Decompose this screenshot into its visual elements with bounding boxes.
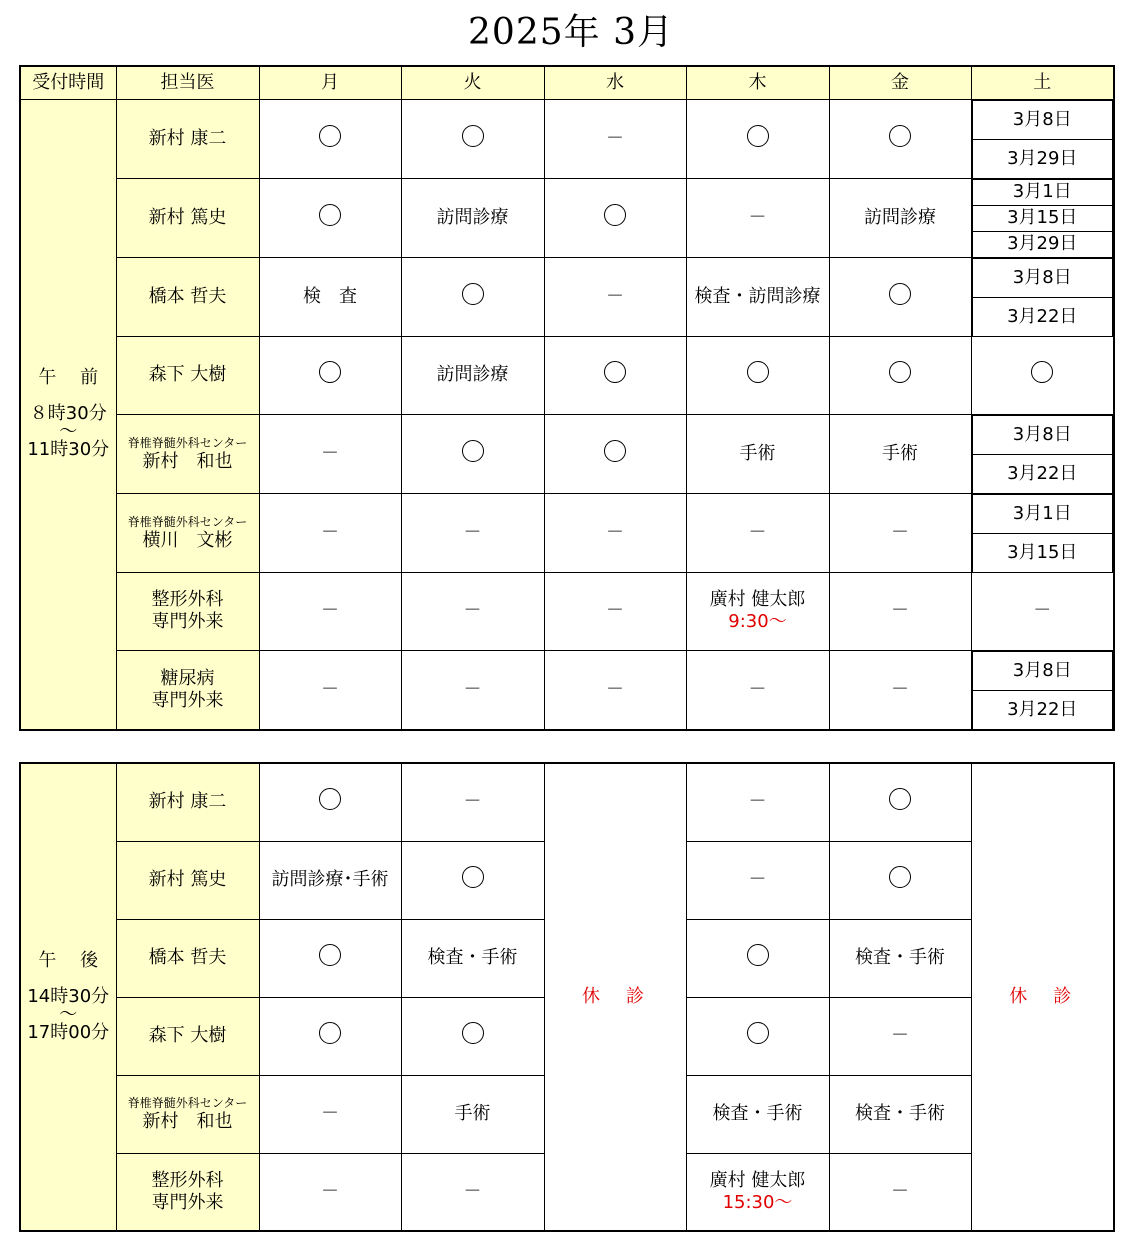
schedule-cell bbox=[829, 414, 971, 493]
unavailable-dash: － bbox=[891, 1180, 909, 1202]
schedule-text: 訪問診療 bbox=[864, 206, 936, 228]
available-circle-icon bbox=[604, 440, 626, 462]
doctor-name: 新村 篤史 bbox=[116, 178, 259, 257]
doctor-name: 横川 文彬 bbox=[142, 529, 233, 551]
saturday-dates bbox=[971, 178, 1114, 257]
doctor-cell bbox=[116, 493, 259, 572]
available-circle-icon bbox=[319, 1022, 341, 1044]
doctor-name: 新村 康二 bbox=[116, 99, 259, 178]
schedule-cell bbox=[686, 650, 829, 730]
schedule-cell bbox=[259, 493, 401, 572]
header-row bbox=[20, 66, 1114, 99]
doctor-name: 新村 和也 bbox=[142, 1111, 233, 1132]
unavailable-dash: － bbox=[748, 791, 767, 813]
header-fri: 金 bbox=[829, 66, 971, 99]
schedule-cell bbox=[401, 493, 544, 572]
unavailable-dash: － bbox=[606, 127, 624, 149]
schedule-cell bbox=[829, 572, 971, 650]
unavailable-dash: － bbox=[748, 869, 767, 890]
unavailable-dash: － bbox=[321, 1180, 339, 1202]
available-circle-icon bbox=[462, 283, 484, 305]
schedule-cell bbox=[259, 336, 401, 414]
schedule-cell bbox=[829, 1153, 971, 1231]
available-circle-icon bbox=[319, 361, 341, 383]
afternoon-reception-cell bbox=[20, 763, 116, 1231]
schedule-cell bbox=[401, 841, 544, 919]
afternoon-schedule-table bbox=[19, 762, 1115, 1232]
header-tue: 火 bbox=[401, 66, 544, 99]
schedule-cell bbox=[259, 572, 401, 650]
unavailable-dash: － bbox=[321, 442, 339, 464]
unavailable-dash: － bbox=[463, 791, 482, 813]
schedule-cell bbox=[259, 99, 401, 178]
doctor-cell bbox=[116, 650, 259, 730]
unavailable-dash: － bbox=[463, 521, 482, 543]
available-circle-icon bbox=[889, 866, 911, 888]
schedule-text: 検査・手術 bbox=[855, 947, 945, 968]
page-title: 2025年 3月 bbox=[468, 12, 674, 53]
unavailable-dash: － bbox=[748, 678, 767, 700]
clinic-name-line2: 専門外来 bbox=[151, 1191, 224, 1213]
schedule-text: 検査・手術 bbox=[855, 1103, 945, 1124]
table-row bbox=[20, 650, 1114, 730]
schedule-cell bbox=[686, 1075, 829, 1153]
schedule-cell bbox=[259, 1153, 401, 1231]
schedule-text: 手術 bbox=[882, 442, 918, 464]
department-label: 脊椎脊髄外科センター bbox=[127, 1096, 248, 1110]
unavailable-dash: － bbox=[606, 285, 624, 307]
guest-doctor-name: 廣村 健太郎 bbox=[709, 1169, 806, 1191]
schedule-cell bbox=[401, 1075, 544, 1153]
saturday-dates bbox=[971, 414, 1114, 493]
schedule-cell bbox=[401, 572, 544, 650]
saturday-date: 3月22日 bbox=[972, 690, 1113, 729]
saturday-date: 3月8日 bbox=[972, 100, 1113, 139]
available-circle-icon bbox=[462, 125, 484, 147]
header-sat: 土 bbox=[971, 66, 1114, 99]
doctor-cell bbox=[116, 1153, 259, 1231]
morning-label: 午 前 bbox=[38, 367, 99, 388]
morning-time-start: ８時30分 bbox=[29, 403, 107, 424]
header-reception: 受付時間 bbox=[20, 66, 116, 99]
schedule-cell bbox=[686, 178, 829, 257]
unavailable-dash: － bbox=[463, 1180, 482, 1202]
schedule-cell bbox=[829, 99, 971, 178]
doctor-cell bbox=[116, 1075, 259, 1153]
unavailable-dash: － bbox=[321, 600, 339, 621]
schedule-cell bbox=[259, 763, 401, 841]
schedule-cell bbox=[686, 841, 829, 919]
clinic-name-line1: 糖尿病 bbox=[160, 667, 215, 689]
available-circle-icon bbox=[747, 1022, 769, 1044]
saturday-date: 3月22日 bbox=[972, 297, 1113, 336]
table-row bbox=[20, 572, 1114, 650]
saturday-date: 3月8日 bbox=[972, 651, 1113, 690]
clinic-name-line2: 専門外来 bbox=[151, 689, 224, 711]
schedule-cell bbox=[544, 336, 686, 414]
schedule-text: 検査・手術 bbox=[427, 947, 518, 968]
doctor-cell bbox=[116, 572, 259, 650]
schedule-text: 手術 bbox=[739, 442, 776, 464]
available-circle-icon bbox=[319, 788, 341, 810]
schedule-cell bbox=[686, 493, 829, 572]
saturday-dates bbox=[971, 493, 1114, 572]
schedule-cell bbox=[686, 997, 829, 1075]
doctor-name: 新村 篤史 bbox=[116, 841, 259, 919]
morning-tilde: ～ bbox=[59, 421, 78, 442]
header-doctor: 担当医 bbox=[116, 66, 259, 99]
schedule-text: 手術 bbox=[454, 1103, 491, 1124]
available-circle-icon bbox=[319, 204, 341, 226]
doctor-name: 森下 大樹 bbox=[116, 997, 259, 1075]
unavailable-dash: － bbox=[748, 521, 767, 543]
schedule-cell bbox=[686, 99, 829, 178]
schedule-cell bbox=[544, 178, 686, 257]
clinic-name-line1: 整形外科 bbox=[151, 589, 224, 610]
schedule-cell bbox=[259, 650, 401, 730]
schedule-cell bbox=[259, 257, 401, 336]
schedule-cell bbox=[829, 919, 971, 997]
schedule-cell bbox=[829, 178, 971, 257]
available-circle-icon bbox=[889, 788, 911, 810]
unavailable-dash: － bbox=[321, 521, 339, 543]
saturday-cell bbox=[971, 572, 1114, 650]
unavailable-dash: － bbox=[463, 678, 482, 700]
available-circle-icon bbox=[1031, 361, 1053, 383]
saturday-dates bbox=[971, 99, 1114, 178]
schedule-cell bbox=[401, 650, 544, 730]
start-time: 9:30～ bbox=[728, 611, 787, 632]
available-circle-icon bbox=[462, 866, 484, 888]
unavailable-dash: － bbox=[463, 600, 482, 621]
schedule-cell bbox=[401, 336, 544, 414]
afternoon-tilde: ～ bbox=[59, 1004, 78, 1025]
saturday-dates bbox=[971, 257, 1114, 336]
table-row bbox=[20, 763, 1114, 841]
available-circle-icon bbox=[319, 944, 341, 966]
schedule-cell bbox=[401, 414, 544, 493]
unavailable-dash: － bbox=[891, 600, 909, 621]
schedule-cell bbox=[686, 1153, 829, 1231]
schedule-cell bbox=[544, 99, 686, 178]
doctor-name: 橋本 哲夫 bbox=[116, 257, 259, 336]
schedule-cell bbox=[829, 336, 971, 414]
available-circle-icon bbox=[462, 440, 484, 462]
schedule-cell bbox=[259, 997, 401, 1075]
schedule-text: 検 査 bbox=[303, 285, 357, 307]
available-circle-icon bbox=[889, 361, 911, 383]
available-circle-icon bbox=[604, 361, 626, 383]
table-row bbox=[20, 178, 1114, 257]
afternoon-time-end: 17時00分 bbox=[27, 1022, 110, 1043]
doctor-name: 森下 大樹 bbox=[116, 336, 259, 414]
start-time: 15:30～ bbox=[722, 1191, 793, 1213]
unavailable-dash: － bbox=[891, 521, 909, 543]
doctor-name: 新村 康二 bbox=[116, 763, 259, 841]
schedule-cell bbox=[544, 257, 686, 336]
available-circle-icon bbox=[747, 944, 769, 966]
unavailable-dash: － bbox=[606, 600, 624, 621]
header-wed: 水 bbox=[544, 66, 686, 99]
table-row bbox=[20, 99, 1114, 178]
saturday-date: 3月1日 bbox=[972, 494, 1113, 533]
available-circle-icon bbox=[747, 125, 769, 147]
schedule-cell bbox=[401, 99, 544, 178]
header-thu: 木 bbox=[686, 66, 829, 99]
available-circle-icon bbox=[889, 283, 911, 305]
unavailable-dash: － bbox=[891, 678, 909, 700]
schedule-cell bbox=[686, 919, 829, 997]
schedule-cell bbox=[686, 257, 829, 336]
schedule-cell bbox=[686, 763, 829, 841]
unavailable-dash: － bbox=[606, 521, 624, 543]
saturday-date: 3月29日 bbox=[972, 231, 1113, 257]
saturday-cell bbox=[971, 336, 1114, 414]
table-row bbox=[20, 257, 1114, 336]
schedule-cell bbox=[401, 257, 544, 336]
wednesday-closed: 休 診 bbox=[544, 763, 686, 1231]
schedule-cell bbox=[544, 650, 686, 730]
schedule-cell bbox=[829, 650, 971, 730]
schedule-text: 訪問診療 bbox=[436, 364, 509, 385]
saturday-closed: 休 診 bbox=[971, 763, 1114, 1231]
schedule-text: 訪問診療 bbox=[436, 206, 509, 228]
schedule-cell bbox=[259, 414, 401, 493]
schedule-cell bbox=[544, 572, 686, 650]
saturday-dates bbox=[971, 650, 1114, 730]
unavailable-dash: － bbox=[748, 206, 767, 228]
clinic-name-line1: 整形外科 bbox=[151, 1169, 224, 1191]
schedule-cell bbox=[829, 1075, 971, 1153]
schedule-cell bbox=[259, 841, 401, 919]
schedule-text: 訪問診療･手術 bbox=[271, 869, 389, 890]
schedule-cell bbox=[829, 763, 971, 841]
schedule-cell bbox=[544, 493, 686, 572]
available-circle-icon bbox=[604, 204, 626, 226]
schedule-cell bbox=[401, 997, 544, 1075]
schedule-text: 検査・手術 bbox=[712, 1103, 803, 1124]
saturday-date: 3月8日 bbox=[972, 258, 1113, 297]
schedule-cell bbox=[401, 919, 544, 997]
morning-time-end: 11時30分 bbox=[27, 439, 110, 460]
saturday-date: 3月15日 bbox=[972, 533, 1113, 572]
unavailable-dash: － bbox=[321, 1103, 339, 1124]
guest-doctor-name: 廣村 健太郎 bbox=[709, 589, 806, 610]
unavailable-dash: － bbox=[1033, 600, 1052, 621]
schedule-cell bbox=[544, 414, 686, 493]
saturday-date: 3月22日 bbox=[972, 454, 1113, 493]
schedule-cell bbox=[829, 997, 971, 1075]
table-row bbox=[20, 336, 1114, 414]
schedule-cell bbox=[829, 841, 971, 919]
doctor-name: 新村 和也 bbox=[142, 450, 233, 472]
morning-reception-cell bbox=[20, 99, 116, 730]
doctor-name: 橋本 哲夫 bbox=[116, 919, 259, 997]
schedule-text: 検査・訪問診療 bbox=[694, 285, 821, 307]
schedule-cell bbox=[259, 1075, 401, 1153]
unavailable-dash: － bbox=[321, 678, 339, 700]
available-circle-icon bbox=[462, 1022, 484, 1044]
morning-schedule-table bbox=[19, 65, 1115, 731]
saturday-date: 3月8日 bbox=[972, 415, 1113, 454]
department-label: 脊椎脊髄外科センター bbox=[127, 514, 248, 529]
schedule-cell bbox=[401, 763, 544, 841]
available-circle-icon bbox=[319, 125, 341, 147]
saturday-date: 3月29日 bbox=[972, 139, 1113, 178]
schedule-cell bbox=[829, 257, 971, 336]
schedule-cell bbox=[686, 336, 829, 414]
available-circle-icon bbox=[889, 125, 911, 147]
header-mon: 月 bbox=[259, 66, 401, 99]
table-row bbox=[20, 493, 1114, 572]
schedule-cell bbox=[259, 919, 401, 997]
schedule-cell bbox=[401, 178, 544, 257]
unavailable-dash: － bbox=[891, 1025, 909, 1046]
schedule-cell bbox=[401, 1153, 544, 1231]
schedule-cell bbox=[686, 414, 829, 493]
schedule-cell bbox=[259, 178, 401, 257]
department-label: 脊椎脊髄外科センター bbox=[127, 435, 248, 450]
afternoon-label: 午 後 bbox=[38, 950, 99, 971]
saturday-date: 3月15日 bbox=[972, 205, 1113, 231]
available-circle-icon bbox=[747, 361, 769, 383]
schedule-cell bbox=[686, 572, 829, 650]
saturday-date: 3月1日 bbox=[972, 179, 1113, 205]
afternoon-time-start: 14時30分 bbox=[27, 986, 110, 1007]
clinic-name-line2: 専門外来 bbox=[151, 611, 224, 632]
table-row bbox=[20, 414, 1114, 493]
unavailable-dash: － bbox=[606, 678, 624, 700]
schedule-cell bbox=[829, 493, 971, 572]
doctor-cell bbox=[116, 414, 259, 493]
